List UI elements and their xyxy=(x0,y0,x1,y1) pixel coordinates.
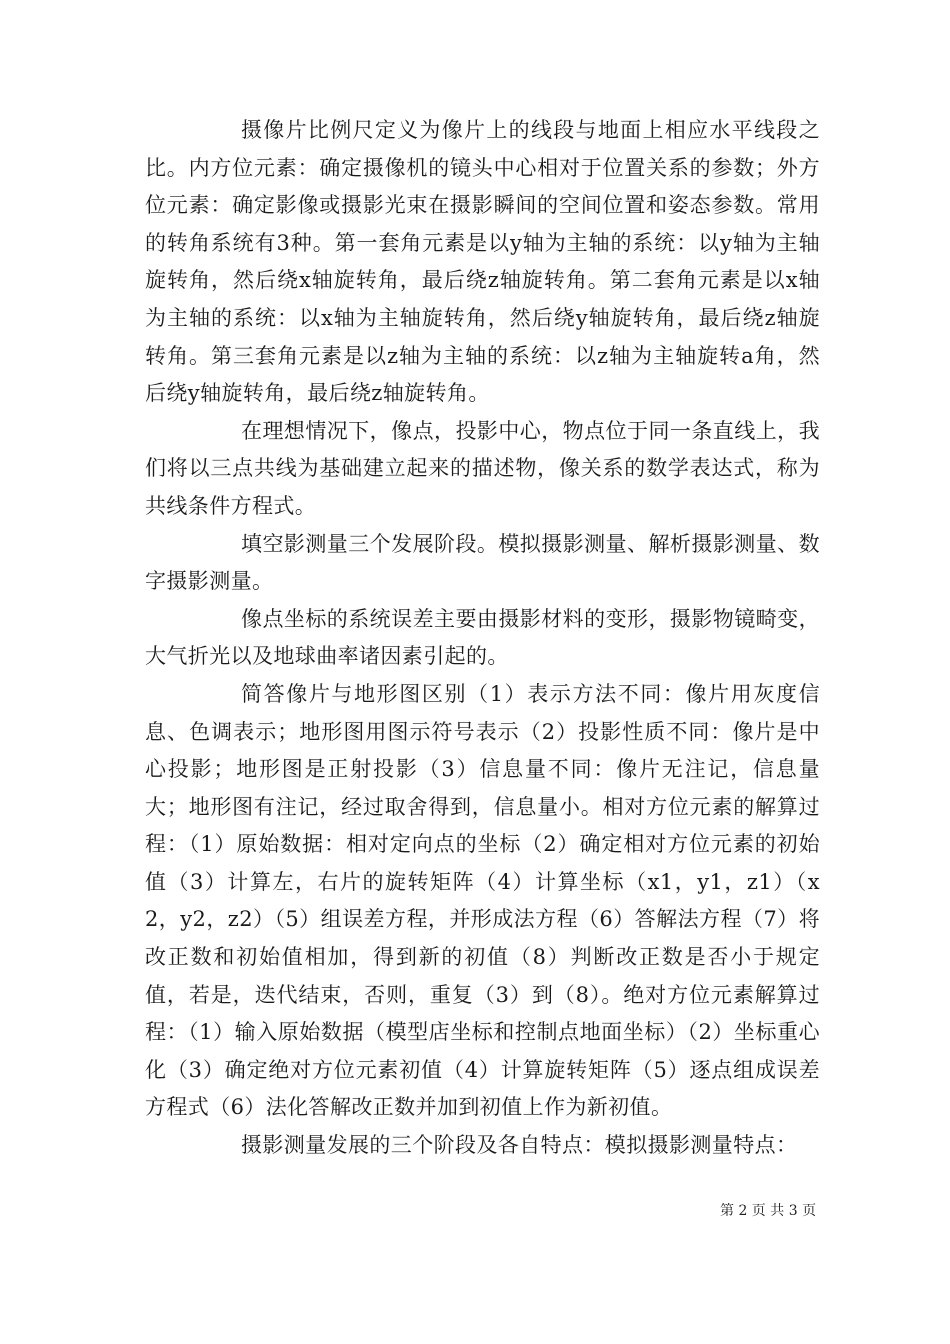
paragraph-collinearity: 在理想情况下，像点，投影中心，物点位于同一条直线上，我们将以三点共线为基础建立起来的描述物，像关系的数学表达式，称为共线条件方程式。 xyxy=(145,418,820,518)
paragraph-development-stages: 填空影测量三个发展阶段。模拟摄影测量、解析摄影测量、数字摄影测量。 xyxy=(145,531,820,594)
paragraph-photo-vs-map: 简答像片与地形图区别（1）表示方法不同：像片用灰度信息、色调表示；地形图用图示符号表示（2）投影性质不同：像片是中心投影；地形图是正射投影（3）信息量不同：像片无注记，信息量大；地形图有注记，经过取舍得到，信息量小。相对方位元素的解算过程：（1）原始数据：相对定向点的坐标（2）确定相对方位元素的初始值（3）计算左，右片的旋转矩阵（4）计算坐标（x1，y1，z1）（x2，y2，z2）（5）组误差方程，并形成法方程（6）答解法方程（7）将改正数和初始值相加，得到新的初值（8）判断改正数是否小于规定值，若是，迭代结束，否则，重复（3）到（8）。绝对方位元素解算过程：（1）输入原始数据（模型店坐标和控制点地面坐标）（2）坐标重心化（3）确定绝对方位元素初值（4）计算旋转矩阵（5）逐点组成误差方程式（6）法化答解改正数并加到初值上作为新初值。 xyxy=(145,681,820,1120)
page-number-footer: 第 2 页 共 3 页 xyxy=(720,1203,817,1219)
paragraph-systematic-error: 像点坐标的系统误差主要由摄影材料的变形，摄影物镜畸变，大气折光以及地球曲率诸因素引起的。 xyxy=(145,606,820,669)
paragraph-stage-features: 摄影测量发展的三个阶段及各自特点：模拟摄影测量特点： xyxy=(241,1133,798,1158)
paragraph-scale-and-orientation: 摄像片比例尺定义为像片上的线段与地面上相应水平线段之比。内方位元素：确定摄像机的镜头中心相对于位置关系的参数；外方位元素：确定影像或摄影光束在摄影瞬间的空间位置和姿态参数。常用的转角系统有3种。第一套角元素是以y轴为主轴的系统：以y轴为主轴旋转角，然后绕x轴旋转角，最后绕z轴旋转角。第二套角元素是以x轴为主轴的系统：以x轴为主轴旋转角，然后绕y轴旋转角，最后绕z轴旋转角。第三套角元素是以z轴为主轴的系统：以z轴为主轴旋转a角，然后绕y轴旋转角，最后绕z轴旋转角。 xyxy=(145,118,820,406)
document-body xyxy=(145,112,820,1165)
